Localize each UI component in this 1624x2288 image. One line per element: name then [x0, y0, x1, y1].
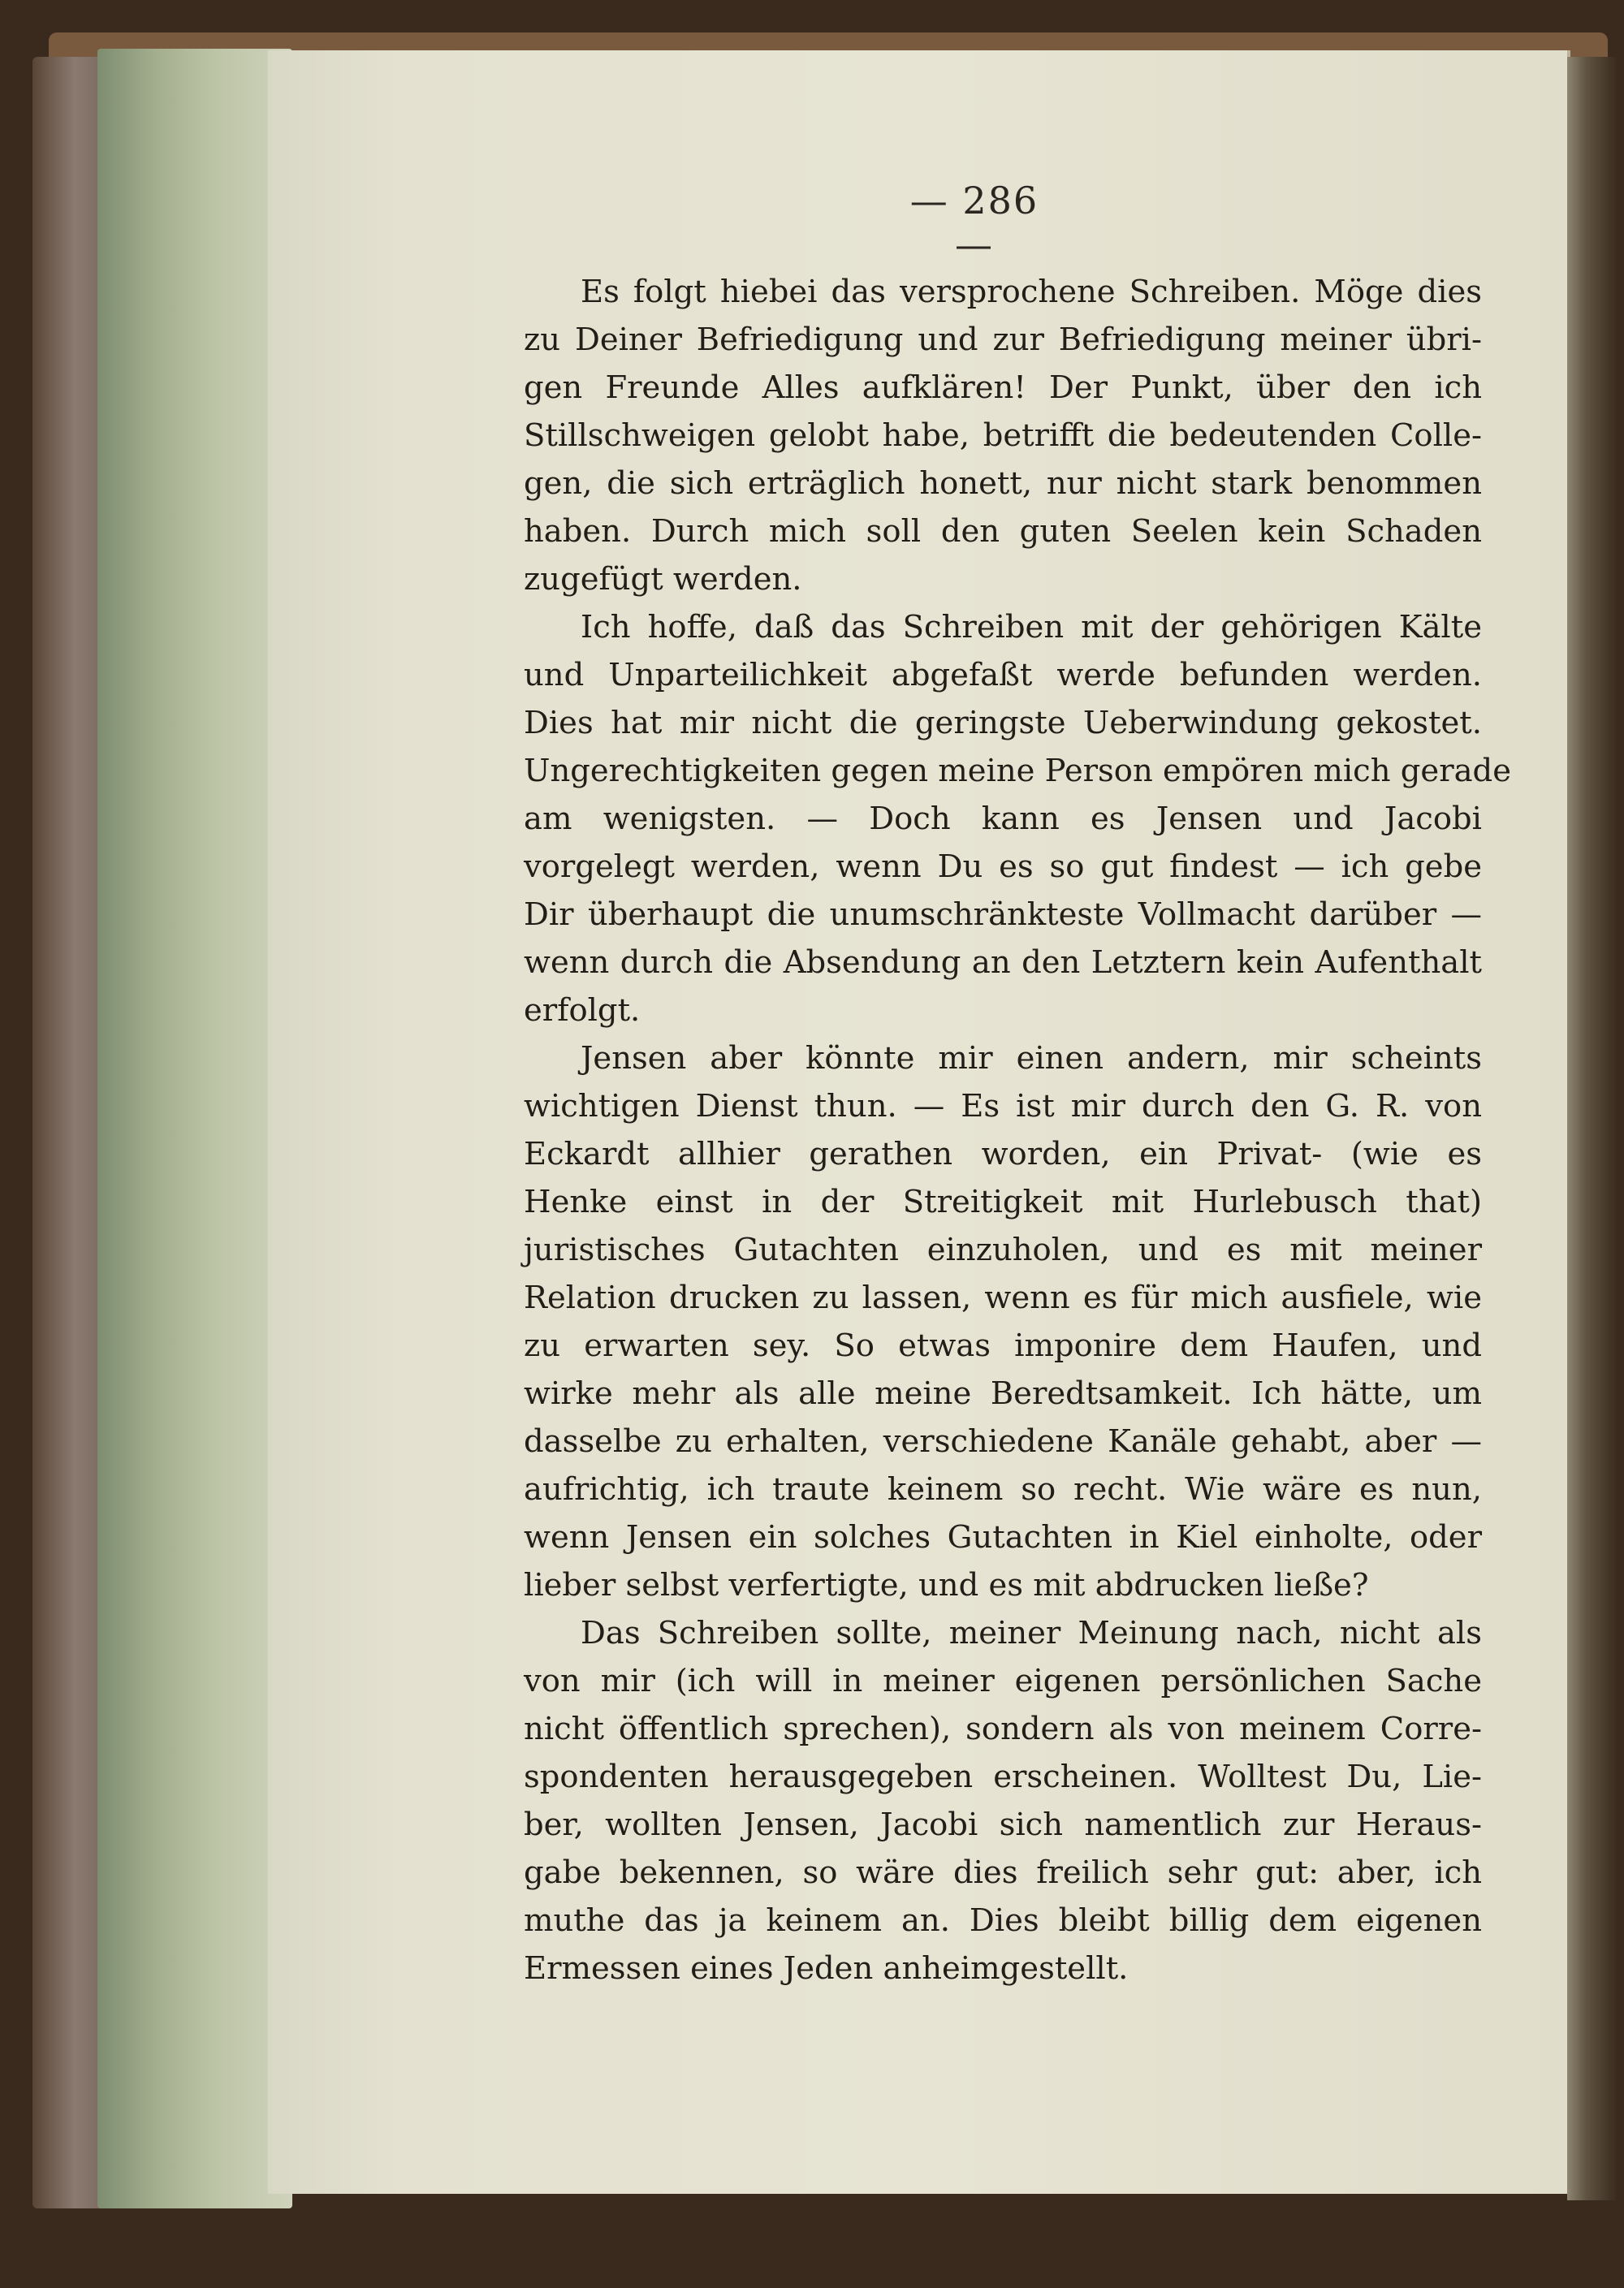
text-line: ber, wollten Jensen, Jacobi sich namentlich zur Heraus- — [524, 1807, 1482, 1843]
text-line: Henke einst in der Streitigkeit mit Hurlebusch that) — [524, 1184, 1482, 1220]
text-line: Das Schreiben sollte, meiner Meinung nach, nicht als — [581, 1615, 1482, 1651]
text-line: Ungerechtigkeiten gegen meine Person empören mich gerade — [524, 753, 1511, 789]
text-line: vorgelegt werden, wenn Du es so gut findest — ich gebe — [524, 848, 1482, 885]
text-line: Ich hoffe, daß das Schreiben mit der gehörigen Kälte — [581, 609, 1482, 645]
text-line: Stillschweigen gelobt habe, betrifft die bedeutenden Colle- — [524, 417, 1482, 454]
text-line: und Unparteilichkeit abgefaßt werde befunden werden. — [524, 657, 1482, 693]
text-line: spondenten herausgegeben erscheinen. Wolltest Du, Lie- — [524, 1759, 1482, 1795]
text-line: aufrichtig, ich traute keinem so recht. Wie wäre es nun, — [524, 1471, 1482, 1508]
text-line: gabe bekennen, so wäre dies freilich sehr gut: aber, ich — [524, 1854, 1482, 1891]
page-text — [524, 268, 1511, 1992]
text-line: gen Freunde Alles aufklären! Der Punkt, über den ich — [524, 369, 1482, 406]
text-line: von mir (ich will in meiner eigenen persönlichen Sache — [524, 1663, 1482, 1699]
text-line: muthe das ja keinem an. Dies bleibt billig dem eigenen — [524, 1902, 1482, 1939]
text-line: haben. Durch mich soll den guten Seelen kein Schaden — [524, 513, 1482, 550]
text-line: wenn durch die Absendung an den Letztern kein Aufenthalt — [524, 944, 1482, 981]
text-line: wichtigen Dienst thun. — Es ist mir durch den G. R. von — [524, 1088, 1482, 1125]
page-number: — 286 — — [909, 179, 1039, 266]
text-line: Relation drucken zu lassen, wenn es für mich ausfiele, wie — [524, 1280, 1482, 1316]
text-line: Eckardt allhier gerathen worden, ein Privat- (wie es — [524, 1136, 1482, 1172]
text-line: juristisches Gutachten einzuholen, und es mit meiner — [524, 1232, 1482, 1268]
text-line: erfolgt. — [524, 992, 641, 1029]
text-line: Ermessen eines Jeden anheimgestellt. — [524, 1950, 1129, 1987]
text-line: zu Deiner Befriedigung und zur Befriedigung meiner übri- — [524, 322, 1482, 358]
page-stack-edge — [97, 49, 292, 2208]
text-line: gen, die sich erträglich honett, nur nicht stark benommen — [524, 465, 1482, 502]
text-line: dasselbe zu erhalten, verschiedene Kanäle gehabt, aber — — [524, 1423, 1482, 1460]
text-line: wenn Jensen ein solches Gutachten in Kiel einholte, oder — [524, 1519, 1482, 1556]
text-line: Jensen aber könnte mir einen andern, mir scheints — [581, 1040, 1482, 1077]
text-line: Dies hat mir nicht die geringste Ueberwindung gekostet. — [524, 705, 1482, 741]
text-line: zugefügt werden. — [524, 561, 802, 598]
text-line: nicht öffentlich sprechen), sondern als von meinem Corre- — [524, 1711, 1482, 1747]
text-line: lieber selbst verfertigte, und es mit abdrucken ließe? — [524, 1567, 1369, 1604]
text-line: wirke mehr als alle meine Beredtsamkeit. Ich hätte, um — [524, 1375, 1482, 1412]
text-line: Dir überhaupt die unumschränkteste Vollmacht darüber — — [524, 896, 1482, 933]
text-line: am wenigsten. — Doch kann es Jensen und Jacobi — [524, 801, 1482, 837]
text-line: zu erwarten sey. So etwas imponire dem Haufen, und — [524, 1327, 1482, 1364]
book-binding-edge — [1567, 57, 1616, 2200]
text-line: Es folgt hiebei das versprochene Schreiben. Möge dies — [581, 274, 1482, 310]
